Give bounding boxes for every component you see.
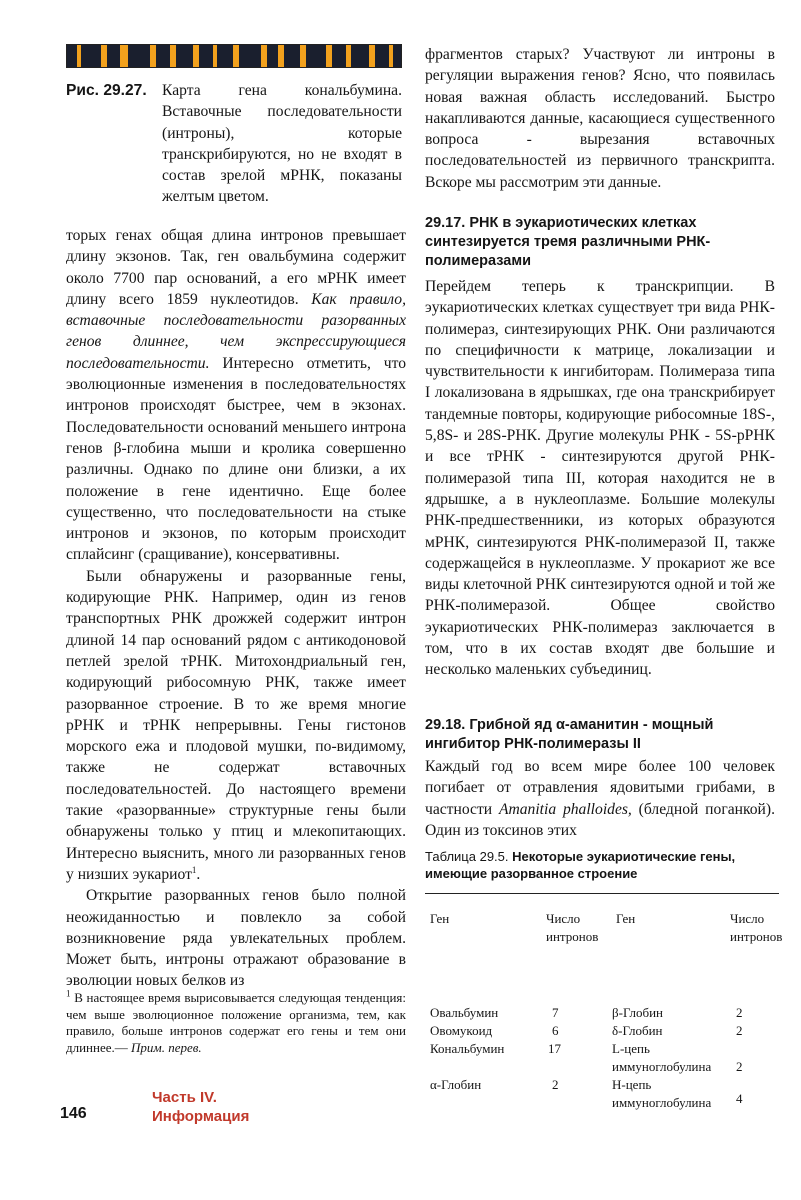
table-title: Некоторые эукариотические гены, имеющие разорванное строение	[425, 849, 736, 881]
footnote	[66, 990, 406, 1056]
table-cell-number: 2	[736, 1005, 743, 1020]
exon-block	[128, 45, 150, 67]
figure-caption: Карта гена кональбумина. Вставочные последовательности (интроны), которые транскрибируются, но не входят в состав зрелой мРНК, показаны желтым цветом.	[162, 82, 402, 206]
table-cell-gene: Кональбумин	[430, 1041, 505, 1056]
gene-map-figure	[66, 44, 402, 68]
exon-block	[351, 45, 369, 67]
exon-block	[267, 45, 279, 67]
table-cell-number: 7	[552, 1005, 559, 1020]
left-column	[66, 225, 406, 992]
footnote-author: Прим. перев.	[131, 1039, 202, 1055]
table-cell-gene: Н-цепь иммуноглобулина	[612, 1077, 712, 1110]
part-title	[152, 1088, 249, 1126]
exon-block	[306, 45, 326, 67]
right-column-top-text: фрагментов старых? Участвуют ли интроны в регуляции выражения генов? Ясно, что появилась новая важная область исследований. Быстро накапливаются данные, касающиеся существенного вопроса - вырезания вставочных последовательностей из первичного транскрипта. Вскоре мы рассмотрим эти данные.	[425, 46, 775, 191]
page-number: 146	[60, 1105, 87, 1122]
footnote-text: В настоящее время вырисовывается следующая тенденция: чем выше эволюционное положение организма, тем, как правило, больше интронов содержат его гены и тем они длиннее.—	[66, 990, 406, 1055]
exon-block	[332, 45, 346, 67]
emphasis-text: Как правило, вставочные последовательности разорванных генов длиннее, чем экспрессирующиеся последовательности.	[66, 290, 406, 372]
exon-block	[107, 45, 121, 67]
table-header-gene-2: Ген	[616, 911, 636, 926]
paragraph-text: Были обнаружены и разорванные гены, кодирующие РНК. Например, один из генов транспортных РНК дрожжей содержит интрон длиной 14 пар оснований рядом с антикодоновой петлей зрелой тРНК. Митохондриальный ген, кодирующий рибосомную РНК, также имеет разорванное строение. В то же время многие рРНК и тРНК непрерывны. Гены гистонов морского ежа и плодовой мушки, по-видимому, также не содержат вставочных последовательностей. До настоящего времени такие «разорванные» структурные гены были обнаружены только у птиц и млекопитающих. Интересно выяснить, много ли разорванных генов у низших эукариот	[66, 567, 406, 883]
paragraph-text: Каждый год во всем мире более 100 человек погибает от отравления ядовитыми грибами, в частности	[425, 758, 775, 818]
paragraph-text: Открытие разорванных генов было полной неожиданностью и повлекло за собой возникновение ряда увлекательных проблем. Может быть, интроны отражают образование в эволюции новых белков из	[66, 887, 406, 990]
table-rule	[425, 893, 779, 894]
table-cell-gene: L-цепь иммуноглобулина	[612, 1041, 712, 1074]
section-text-29-18	[425, 756, 775, 841]
section-heading-29-18: 29.18. Грибной яд α-аманитин - мощный ингибитор РНК-полимеразы II	[425, 717, 714, 752]
table-cell-gene: δ-Глобин	[612, 1023, 663, 1038]
footnote-mark: 1	[66, 988, 71, 999]
exon-block	[375, 45, 389, 67]
exon-block	[393, 45, 401, 67]
part-name: Информация	[152, 1108, 250, 1125]
paragraph-text: .	[196, 865, 201, 883]
exon-block	[176, 45, 194, 67]
exon-block	[81, 45, 101, 67]
table-header-introns-2: Число интронов	[730, 911, 783, 944]
table-cell-number: 2	[736, 1059, 743, 1074]
table-cell-number: 4	[736, 1091, 743, 1106]
section-text-29-17: Перейдем теперь к транскрипции. В эукариотических клетках существует три вида РНК-полимераз, синтезирующих РНК. Они различаются по специфичности к матрице, локализации и чувствительности к ингибиторам. Полимераза типа I локализована в ядрышках, где она транскрибирует тандемные повторы, кодирующие рибосомные 18S-, 5,8S- и 28S-РНК. Другие молекулы РНК - 5S-рРНК и все тРНК - синтезируются другой РНК-полимеразой типа III, которая находится не в ядрышке, а в нуклеоплазме. Большие молекулы РНК-предшественники, из которых образуются мРНК, синтезируются РНК-полимеразой II, также содержащейся в нуклеоплазме. У прокариот же все виды клеточной РНК синтезируются одной и той же РНК-полимеразой. Общее свойство эукариотических РНК-полимераз заключается в том, что в их состав входят две большие и несколько маленьких субъединиц.	[425, 278, 775, 679]
table-cell-gene: Овальбумин	[430, 1005, 499, 1020]
part-number: Часть IV.	[152, 1089, 217, 1106]
paragraph	[66, 566, 406, 885]
table-cell-gene: β-Глобин	[612, 1005, 663, 1020]
table-cell-number: 2	[552, 1077, 559, 1092]
paragraph-text: торых генах общая длина интронов превышает длину экзонов. Так, ген овальбумина содержит около 7700 пар оснований, а его мРНК имеет длину всего 1859 нуклеотидов.	[66, 227, 406, 308]
table-header-gene: Ген	[430, 911, 450, 926]
table-cell-number: 6	[552, 1023, 559, 1038]
table-header-introns: Число интронов	[546, 911, 599, 944]
table-label: Таблица 29.5.	[425, 849, 509, 864]
intron-block	[120, 45, 128, 67]
table-cell-gene: Овомукоид	[430, 1023, 493, 1038]
paragraph	[66, 225, 406, 566]
exon-block	[239, 45, 261, 67]
exon-block	[67, 45, 77, 67]
paragraph-text: Интересно отметить, что эволюционные изменения в последовательностях интронов происходят быстрее, чем в экзонах. Последовательности оснований меньшего интрона генов β-глобина мыши и кролика совершенно различны. Однако по длине они близки, а их положение в гене идентично. Еще более существенно, что последовательности на стыке интронов и экзонов, по которым происходит сплайсинг (сращивание), консервативны.	[66, 354, 406, 564]
paragraph	[66, 885, 406, 991]
table-cell-number: 2	[736, 1023, 743, 1038]
species-name: Amanitia phalloides,	[498, 800, 632, 818]
paragraph-text: (бледной поганкой). Один из токсинов этих	[425, 800, 775, 839]
figure-label: Рис. 29.27.	[66, 82, 147, 99]
table-cell-number: 17	[548, 1041, 561, 1056]
section-heading-29-17: 29.17. РНК в эукариотических клетках синтезируется тремя различными РНК-полимеразами	[425, 215, 711, 269]
footnote-ref[interactable]: 1	[191, 864, 197, 875]
table-cell-gene: α-Глобин	[430, 1077, 482, 1092]
exon-block	[156, 45, 170, 67]
exon-block	[217, 45, 233, 67]
exon-block	[284, 45, 300, 67]
table-caption	[425, 848, 785, 882]
exon-block	[199, 45, 213, 67]
